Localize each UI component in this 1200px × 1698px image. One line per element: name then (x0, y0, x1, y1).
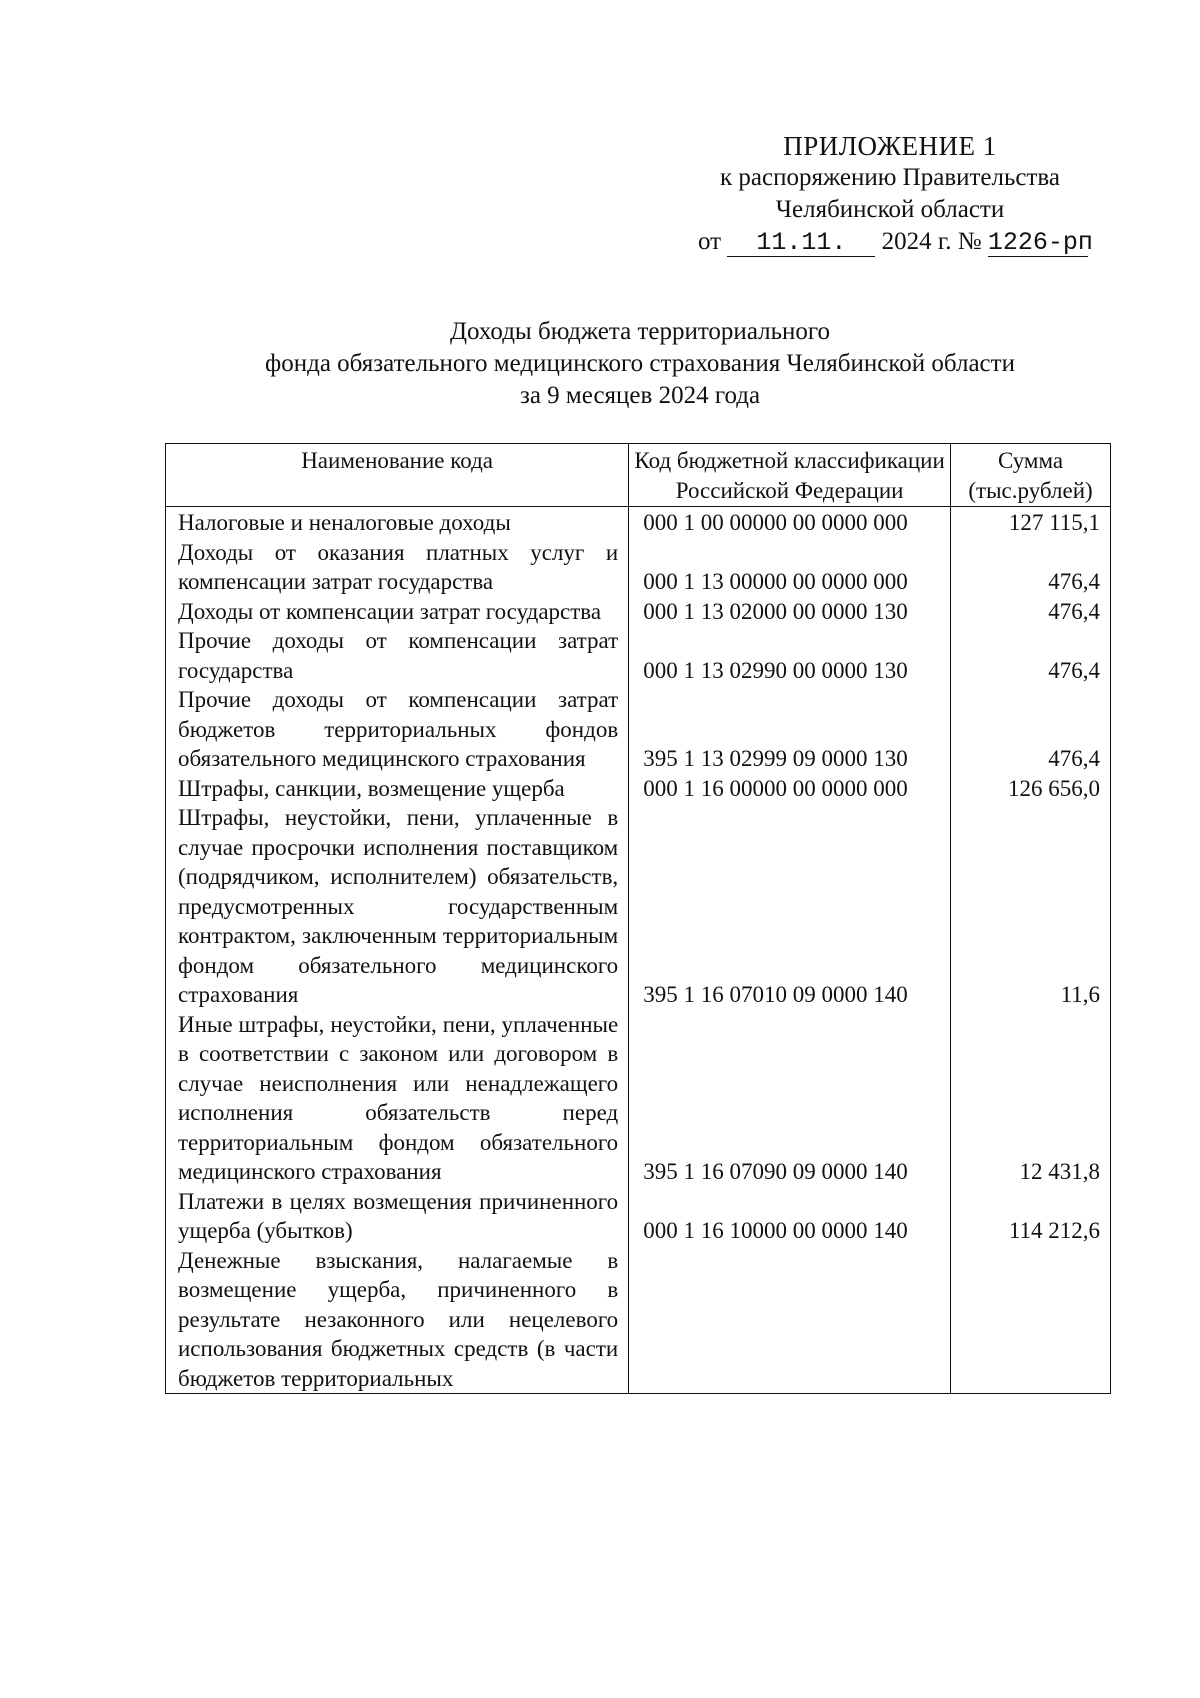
row-name: Налоговые и неналоговые доходы (166, 507, 629, 538)
document-number: 1226-рп (987, 228, 1093, 257)
appendix-date-line (660, 226, 1120, 258)
table-row (166, 803, 1111, 1010)
row-amount: 127 115,1 (951, 507, 1111, 538)
heading-line-3: за 9 месяцев 2024 года (519, 382, 761, 409)
row-code (629, 1246, 951, 1394)
table-row (166, 1246, 1111, 1394)
table-row (166, 1010, 1111, 1187)
row-amount: 126 656,0 (951, 774, 1111, 804)
row-amount: 476,4 (951, 538, 1111, 597)
row-amount (951, 1246, 1111, 1394)
date-value: 11.11. (727, 230, 875, 257)
table-row (166, 1187, 1111, 1246)
row-code: 000 1 16 00000 00 0000 000 (629, 774, 951, 804)
appendix-block (660, 130, 1120, 258)
row-code: 000 1 13 02990 00 0000 130 (629, 626, 951, 685)
header-name: Наименование кода (166, 444, 629, 507)
row-name: Прочие доходы от компенсации затрат бюджетов территориальных фондов обязательного медицинского страхования (166, 685, 629, 774)
table-row (166, 626, 1111, 685)
table-row (166, 774, 1111, 804)
row-name: Штрафы, санкции, возмещение ущерба (166, 774, 629, 804)
from-label: от (698, 228, 722, 255)
row-code: 395 1 16 07090 09 0000 140 (629, 1010, 951, 1187)
table-row (166, 538, 1111, 597)
appendix-line-1: к распоряжению Правительства (719, 164, 1060, 191)
table-row (166, 507, 1111, 538)
appendix-title: ПРИЛОЖЕНИЕ 1 (783, 131, 997, 161)
row-name: Доходы от компенсации затрат государства (166, 597, 629, 627)
row-code: 395 1 16 07010 09 0000 140 (629, 803, 951, 1010)
table-row (166, 597, 1111, 627)
header-code: Код бюджетной классификации Российской Федерации (629, 444, 951, 507)
row-amount: 476,4 (951, 597, 1111, 627)
row-code: 395 1 13 02999 09 0000 130 (629, 685, 951, 774)
row-name: Иные штрафы, неустойки, пени, уплаченные в соответствии с законом или договором в случае неисполнения или ненадлежащего исполнения обязательств перед территориальным фондом обязательного медицинского страхования (166, 1010, 629, 1187)
row-amount: 12 431,8 (951, 1010, 1111, 1187)
row-amount: 114 212,6 (951, 1187, 1111, 1246)
table-header-row (166, 444, 1111, 507)
appendix-line-2: Челябинской области (775, 196, 1005, 223)
heading-line-1: Доходы бюджета территориального (449, 318, 831, 345)
row-name: Прочие доходы от компенсации затрат государства (166, 626, 629, 685)
row-code: 000 1 00 00000 00 0000 000 (629, 507, 951, 538)
row-code: 000 1 13 00000 00 0000 000 (629, 538, 951, 597)
row-amount: 476,4 (951, 626, 1111, 685)
row-amount: 476,4 (951, 685, 1111, 774)
row-name: Доходы от оказания платных услуг и компенсации затрат государства (166, 538, 629, 597)
heading-line-2: фонда обязательного медицинского страхования Челябинской области (265, 350, 1015, 377)
row-code: 000 1 16 10000 00 0000 140 (629, 1187, 951, 1246)
table-row (166, 685, 1111, 774)
year-label: 2024 г. № (881, 228, 982, 255)
row-name: Денежные взыскания, налагаемые в возмещение ущерба, причиненного в результате незаконного или нецелевого использования бюджетных средств (в части бюджетов территориальных (166, 1246, 629, 1394)
revenue-table (165, 443, 1111, 1394)
row-name: Штрафы, неустойки, пени, уплаченные в случае просрочки исполнения поставщиком (подрядчиком, исполнителем) обязательств, предусмотренных государственным контрактом, заключенным территориальным фондом обязательного медицинского страхования (166, 803, 629, 1010)
document-heading (150, 316, 1130, 412)
row-code: 000 1 13 02000 00 0000 130 (629, 597, 951, 627)
row-name: Платежи в целях возмещения причиненного ущерба (убытков) (166, 1187, 629, 1246)
header-amount: Сумма (тыс.рублей) (951, 444, 1111, 507)
row-amount: 11,6 (951, 803, 1111, 1010)
